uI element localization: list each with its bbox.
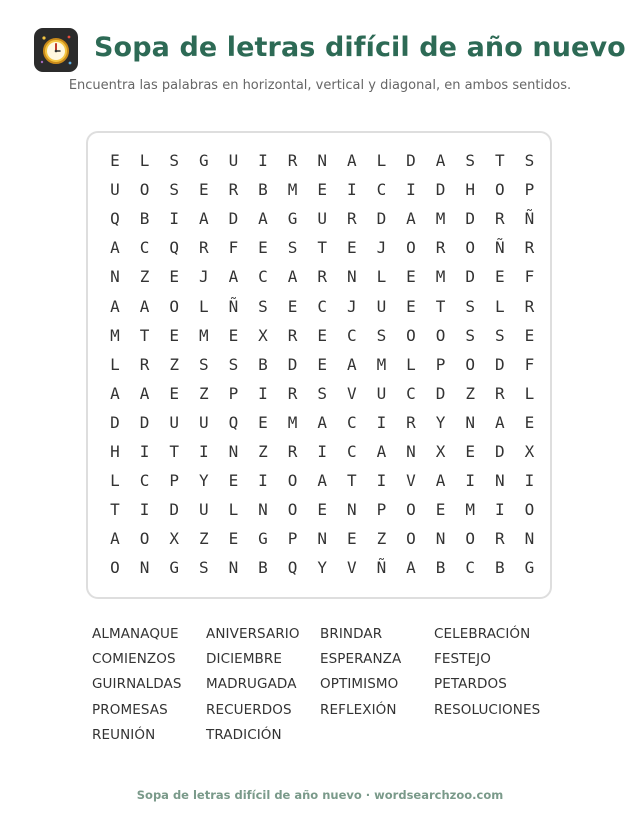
grid-cell[interactable]: O	[494, 180, 505, 200]
grid-cell[interactable]: A	[435, 151, 446, 170]
grid-cell[interactable]: T	[435, 296, 446, 316]
word-list-item: RESOLUCIONES	[434, 701, 541, 718]
grid-cell[interactable]: A	[287, 267, 298, 287]
grid-cell[interactable]: E	[169, 325, 179, 345]
grid-cell[interactable]: E	[110, 151, 120, 170]
grid-cell[interactable]: I	[139, 442, 150, 461]
grid-cell[interactable]: S	[376, 325, 387, 345]
grid-cell[interactable]: S	[198, 354, 209, 374]
grid-cell[interactable]: E	[435, 500, 446, 520]
grid-cell[interactable]: N	[524, 529, 535, 549]
grid-cell[interactable]: A	[110, 383, 120, 403]
grid-cell[interactable]: R	[287, 151, 298, 170]
grid-cell[interactable]: D	[139, 412, 150, 432]
grid-cell[interactable]: M	[376, 354, 387, 374]
grid-cell[interactable]: B	[139, 209, 150, 229]
grid-cell[interactable]: N	[110, 267, 120, 287]
word-list-item: REFLEXIÓN	[320, 701, 397, 718]
grid-cell[interactable]: Z	[376, 529, 387, 549]
grid-cell[interactable]: I	[494, 500, 505, 520]
grid-cell[interactable]: A	[139, 383, 150, 403]
grid-cell[interactable]: R	[287, 383, 298, 403]
grid-cell[interactable]: D	[465, 209, 475, 229]
grid-cell[interactable]: S	[465, 151, 475, 170]
grid-cell[interactable]: M	[435, 267, 446, 287]
word-list-item: ANIVERSARIO	[206, 626, 300, 642]
grid-cell[interactable]: A	[139, 296, 150, 316]
grid-cell[interactable]: O	[465, 529, 475, 549]
grid-cell[interactable]: O	[287, 471, 298, 491]
grid-cell[interactable]: S	[317, 383, 327, 403]
word-list-item: FESTEJO	[434, 651, 491, 668]
grid-cell[interactable]: A	[435, 471, 446, 491]
grid-cell[interactable]: L	[406, 354, 416, 374]
word-list-item: PETARDOS	[434, 676, 507, 693]
grid-cell[interactable]: P	[228, 383, 239, 403]
grid-cell[interactable]: O	[169, 296, 179, 316]
grid-cell[interactable]: N	[346, 500, 357, 520]
grid-cell[interactable]: Z	[169, 354, 179, 374]
grid-cell[interactable]: A	[198, 209, 209, 229]
grid-cell[interactable]: L	[228, 500, 239, 520]
grid-cell[interactable]: R	[494, 529, 505, 549]
grid-cell[interactable]: S	[465, 325, 475, 345]
grid-cell[interactable]: D	[110, 412, 120, 432]
grid-cell[interactable]: Ñ	[524, 209, 535, 229]
grid-cell[interactable]: S	[465, 296, 475, 316]
grid-cell[interactable]: I	[198, 442, 209, 461]
grid-cell[interactable]: J	[376, 238, 387, 258]
grid-cell[interactable]: Ñ	[494, 238, 505, 258]
grid-cell[interactable]: E	[258, 238, 268, 258]
grid-cell[interactable]: I	[258, 151, 268, 170]
grid-cell[interactable]: N	[139, 558, 150, 578]
grid-cell[interactable]: B	[435, 558, 446, 578]
grid-cell[interactable]: Ñ	[376, 558, 387, 578]
grid-cell[interactable]: E	[317, 500, 327, 520]
word-list-item: PROMESAS	[92, 701, 168, 718]
page-title: Sopa de letras difícil de año nuevo	[94, 32, 626, 63]
grid-cell[interactable]: D	[287, 354, 298, 374]
grid-cell[interactable]: I	[376, 412, 387, 432]
grid-cell[interactable]: Ñ	[228, 296, 239, 316]
grid-cell[interactable]: P	[287, 529, 298, 549]
grid-cell[interactable]: I	[258, 471, 268, 491]
grid-cell[interactable]: Z	[198, 529, 209, 549]
grid-cell[interactable]: N	[317, 151, 327, 170]
grid-cell[interactable]: N	[228, 558, 239, 578]
grid-cell[interactable]: U	[169, 412, 179, 432]
grid-cell[interactable]: E	[524, 325, 535, 345]
grid-cell[interactable]: C	[465, 558, 475, 578]
word-list-item: DICIEMBRE	[206, 651, 283, 668]
grid-cell[interactable]: I	[139, 500, 150, 520]
grid-cell[interactable]: Z	[139, 267, 150, 287]
grid-cell[interactable]: N	[435, 529, 446, 549]
grid-cell[interactable]: O	[406, 529, 416, 549]
grid-cell[interactable]: Z	[465, 383, 475, 403]
grid-cell[interactable]: A	[376, 442, 387, 461]
grid-cell[interactable]: I	[258, 383, 268, 403]
grid-cell[interactable]: A	[258, 209, 268, 229]
grid-cell[interactable]: E	[287, 296, 298, 316]
grid-cell[interactable]: U	[198, 412, 209, 432]
grid-cell[interactable]: G	[524, 558, 535, 578]
grid-cell[interactable]: P	[524, 180, 535, 200]
grid-cell[interactable]: N	[317, 529, 327, 549]
grid-cell[interactable]: T	[346, 471, 357, 491]
grid-cell[interactable]: T	[139, 325, 150, 345]
grid-cell[interactable]: I	[169, 209, 179, 229]
grid-cell[interactable]: I	[465, 471, 475, 491]
grid-cell[interactable]: M	[435, 209, 446, 229]
grid-cell[interactable]: V	[406, 471, 416, 491]
word-list-item: ALMANAQUE	[92, 626, 179, 642]
grid-cell[interactable]: N	[228, 442, 239, 461]
grid-cell[interactable]: D	[406, 151, 416, 170]
grid-cell[interactable]: S	[169, 180, 179, 200]
grid-cell[interactable]: A	[110, 296, 120, 316]
grid-cell[interactable]: F	[524, 267, 535, 287]
grid-cell[interactable]: Z	[258, 442, 268, 461]
grid-cell[interactable]: V	[346, 558, 357, 578]
grid-cell[interactable]: O	[524, 500, 535, 520]
grid-cell[interactable]: R	[406, 412, 416, 432]
grid-cell[interactable]: P	[376, 500, 387, 520]
grid-cell[interactable]: H	[465, 180, 475, 200]
grid-cell[interactable]: C	[346, 412, 357, 432]
grid-cell[interactable]: Y	[435, 412, 446, 432]
grid-cell[interactable]: Y	[198, 471, 209, 491]
grid-cell[interactable]: O	[406, 238, 416, 258]
grid-cell[interactable]: O	[406, 325, 416, 345]
grid-cell[interactable]: E	[169, 267, 179, 287]
grid-cell[interactable]: R	[524, 296, 535, 316]
grid-cell[interactable]: U	[317, 209, 327, 229]
grid-cell[interactable]: C	[317, 296, 327, 316]
grid-cell[interactable]: U	[228, 151, 239, 170]
grid-cell[interactable]: E	[228, 529, 239, 549]
grid-cell[interactable]: F	[524, 354, 535, 374]
grid-cell[interactable]: E	[169, 383, 179, 403]
page-subtitle: Encuentra las palabras en horizontal, vertical y diagonal, en ambos sentidos.	[68, 78, 572, 93]
grid-cell[interactable]: X	[524, 442, 535, 461]
grid-cell[interactable]: G	[258, 529, 268, 549]
grid-cell[interactable]: E	[346, 529, 357, 549]
grid-cell[interactable]: A	[494, 412, 505, 432]
grid-cell[interactable]: N	[346, 267, 357, 287]
grid-cell[interactable]: E	[494, 267, 505, 287]
grid-cell[interactable]: I	[406, 180, 416, 200]
grid-cell[interactable]: Q	[110, 209, 120, 229]
grid-cell[interactable]: R	[287, 442, 298, 461]
grid-cell[interactable]: R	[287, 325, 298, 345]
grid-cell[interactable]: G	[198, 151, 209, 170]
grid-cell[interactable]: T	[110, 500, 120, 520]
grid-cell[interactable]: O	[139, 529, 150, 549]
grid-cell[interactable]: E	[346, 238, 357, 258]
grid-cell[interactable]: V	[346, 383, 357, 403]
grid-cell[interactable]: E	[228, 325, 239, 345]
grid-cell[interactable]: D	[376, 209, 387, 229]
grid-cell[interactable]: M	[465, 500, 475, 520]
grid-cell[interactable]: E	[406, 267, 416, 287]
grid-cell[interactable]: A	[317, 471, 327, 491]
grid-cell[interactable]: R	[198, 238, 209, 258]
grid-cell[interactable]: L	[524, 383, 535, 403]
grid-cell[interactable]: M	[287, 180, 298, 200]
grid-cell[interactable]: A	[406, 209, 416, 229]
grid-cell[interactable]: Z	[198, 383, 209, 403]
grid-cell[interactable]: T	[317, 238, 327, 258]
grid-cell[interactable]: C	[376, 180, 387, 200]
footer-credit: Sopa de letras difícil de año nuevo · wordsearchzoo.com	[136, 788, 504, 802]
grid-cell[interactable]: J	[346, 296, 357, 316]
grid-cell[interactable]: S	[287, 238, 298, 258]
grid-cell[interactable]: D	[494, 354, 505, 374]
grid-cell[interactable]: E	[317, 354, 327, 374]
grid-cell[interactable]: A	[406, 558, 416, 578]
word-list-item: RECUERDOS	[206, 701, 292, 718]
grid-cell[interactable]: B	[258, 354, 268, 374]
grid-cell[interactable]: H	[110, 442, 120, 461]
grid-cell[interactable]: G	[169, 558, 179, 578]
grid-cell[interactable]: A	[110, 529, 120, 549]
grid-cell[interactable]: E	[406, 296, 416, 316]
grid-cell[interactable]: U	[376, 383, 387, 403]
word-list-item: OPTIMISMO	[320, 676, 399, 693]
word-list-item: REUNIÓN	[92, 726, 156, 743]
word-list-item: COMIENZOS	[92, 651, 176, 668]
grid-cell[interactable]: A	[346, 354, 357, 374]
grid-cell[interactable]: C	[139, 471, 150, 491]
grid-cell[interactable]: S	[228, 354, 239, 374]
grid-cell[interactable]: L	[494, 296, 505, 316]
grid-cell[interactable]: O	[465, 238, 475, 258]
grid-cell[interactable]: L	[376, 267, 387, 287]
grid-cell[interactable]: A	[317, 412, 327, 432]
grid-cell[interactable]: N	[465, 412, 475, 432]
grid-cell[interactable]: J	[198, 267, 209, 287]
grid-cell[interactable]: E	[258, 412, 268, 432]
grid-cell[interactable]: E	[198, 180, 209, 200]
grid-cell[interactable]: X	[435, 442, 446, 461]
clock-icon	[34, 28, 78, 72]
grid-cell[interactable]: B	[494, 558, 505, 578]
grid-cell[interactable]: I	[346, 180, 357, 200]
grid-cell[interactable]: S	[258, 296, 268, 316]
grid-cell[interactable]: O	[465, 354, 475, 374]
grid-cell[interactable]: O	[287, 500, 298, 520]
grid-cell[interactable]: S	[198, 558, 209, 578]
grid-cell[interactable]: R	[228, 180, 239, 200]
grid-cell[interactable]: C	[406, 383, 416, 403]
grid-cell[interactable]: E	[317, 325, 327, 345]
grid-cell[interactable]: O	[139, 180, 150, 200]
grid-cell[interactable]: E	[465, 442, 475, 461]
grid-cell[interactable]: S	[169, 151, 179, 170]
grid-cell[interactable]: N	[406, 442, 416, 461]
grid-cell[interactable]: D	[169, 500, 179, 520]
grid-cell[interactable]: E	[524, 412, 535, 432]
grid-cell[interactable]: R	[435, 238, 446, 258]
grid-cell[interactable]: T	[169, 442, 179, 461]
grid-cell[interactable]: E	[228, 471, 239, 491]
grid-cell[interactable]: L	[110, 354, 120, 374]
grid-cell[interactable]: U	[198, 500, 209, 520]
grid-cell[interactable]: L	[376, 151, 387, 170]
grid-cell[interactable]: C	[346, 325, 357, 345]
grid-cell[interactable]: R	[317, 267, 327, 287]
grid-cell[interactable]: D	[435, 180, 446, 200]
grid-cell[interactable]: P	[435, 354, 446, 374]
grid-cell[interactable]: R	[494, 209, 505, 229]
grid-cell[interactable]: D	[465, 267, 475, 287]
grid-cell[interactable]: D	[228, 209, 239, 229]
word-list-item: TRADICIÓN	[206, 726, 282, 743]
grid-cell[interactable]: P	[169, 471, 179, 491]
grid-cell[interactable]: A	[346, 151, 357, 170]
grid-cell[interactable]: Y	[317, 558, 327, 578]
grid-cell[interactable]: D	[494, 442, 505, 461]
grid-cell[interactable]: A	[228, 267, 239, 287]
word-list-item: CELEBRACIÓN	[434, 626, 531, 642]
grid-cell[interactable]: B	[258, 180, 268, 200]
grid-cell[interactable]: R	[524, 238, 535, 258]
grid-cell[interactable]: Q	[228, 412, 239, 432]
grid-cell[interactable]: C	[346, 442, 357, 461]
header	[34, 28, 626, 74]
grid-cell[interactable]: F	[228, 238, 239, 258]
grid-cell[interactable]: I	[317, 442, 327, 461]
grid-cell[interactable]: M	[110, 325, 120, 345]
grid-cell[interactable]: R	[494, 383, 505, 403]
grid-cell[interactable]: I	[524, 471, 535, 491]
grid-cell[interactable]: I	[376, 471, 387, 491]
grid-cell[interactable]: M	[198, 325, 209, 345]
word-list-item: MADRUGADA	[206, 676, 297, 693]
word-list-item: BRINDAR	[320, 626, 383, 642]
grid-cell[interactable]: X	[169, 529, 179, 549]
grid-cell[interactable]: C	[258, 267, 268, 287]
grid-cell[interactable]: L	[139, 151, 150, 170]
grid-cell[interactable]: B	[258, 558, 268, 578]
grid-cell[interactable]: L	[198, 296, 209, 316]
grid-cell[interactable]: S	[494, 325, 505, 345]
grid-cell[interactable]: M	[287, 412, 298, 432]
grid-cell[interactable]: T	[494, 151, 505, 170]
grid-cell[interactable]: C	[139, 238, 150, 258]
grid-cell[interactable]: G	[287, 209, 298, 229]
grid-cell[interactable]: N	[258, 500, 268, 520]
word-list-item: GUIRNALDAS	[92, 676, 182, 693]
grid-cell[interactable]: X	[258, 325, 268, 345]
grid-cell[interactable]: E	[317, 180, 327, 200]
grid-cell[interactable]: U	[110, 180, 120, 200]
grid-cell[interactable]: R	[346, 209, 357, 229]
grid-cell[interactable]: Q	[169, 238, 179, 258]
grid-cell[interactable]: O	[406, 500, 416, 520]
grid-cell[interactable]: D	[435, 383, 446, 403]
grid-cell[interactable]: S	[524, 151, 535, 170]
grid-cell[interactable]: Q	[287, 558, 298, 578]
grid-cell[interactable]: N	[494, 471, 505, 491]
grid-cell[interactable]: A	[110, 238, 120, 258]
grid-cell[interactable]: U	[376, 296, 387, 316]
grid-cell[interactable]: R	[139, 354, 150, 374]
word-list-item: ESPERANZA	[320, 651, 402, 668]
grid-cell[interactable]: L	[110, 471, 120, 491]
grid-cell[interactable]: O	[435, 325, 446, 345]
grid-cell[interactable]: O	[110, 558, 120, 578]
